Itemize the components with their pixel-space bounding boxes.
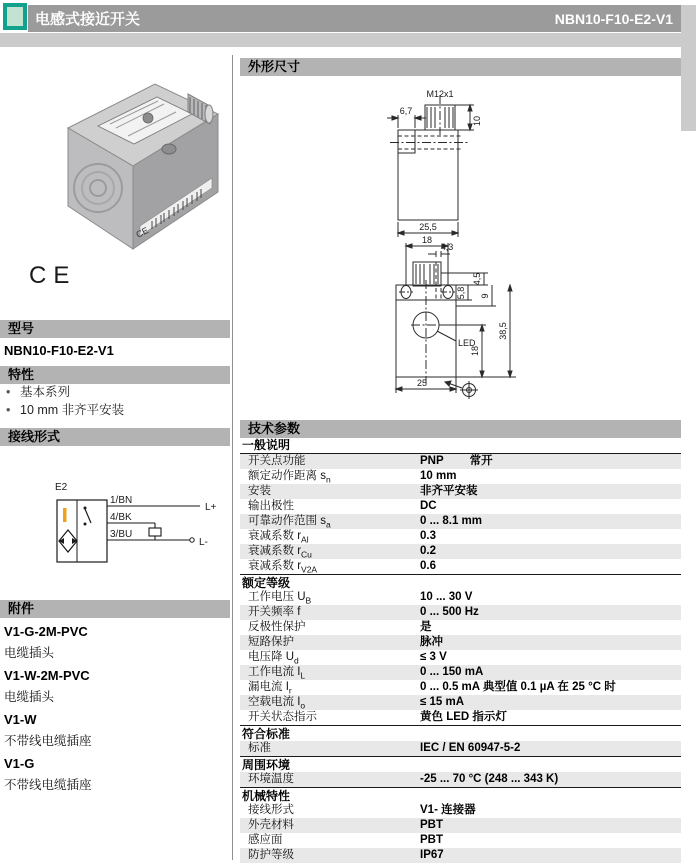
tech-row: [240, 454, 681, 469]
dim-18-bottom: 18: [470, 345, 480, 357]
column-divider: [232, 55, 233, 860]
accessory-description: 电缆插头: [4, 646, 55, 660]
tech-row-label: 环境温度: [248, 773, 294, 785]
lminus-label: L-: [199, 537, 208, 548]
tech-row: [240, 484, 681, 499]
tech-row: [240, 620, 681, 635]
tech-row-label: 工作电流 $I_L$: [248, 666, 306, 681]
tech-row-label: 开关状态指示: [248, 711, 317, 723]
tech-row-label: 可靠动作范围 $s_a$: [248, 515, 331, 530]
dim-m12: M12x1: [426, 89, 454, 99]
brand-logo-icon: [3, 3, 27, 30]
tech-row: [240, 499, 681, 514]
tech-row-value: 0 ... 8.1 mm: [420, 515, 483, 527]
tech-row: [240, 635, 681, 650]
ce-mark: CE: [29, 262, 77, 289]
tech-row-value: V1- 连接器: [420, 804, 476, 816]
led-bar-symbol: [63, 508, 67, 522]
wiring-diagram: [30, 478, 230, 588]
tech-row-value2: 常开: [469, 455, 493, 467]
accessory-description: 不带线电缆插座: [4, 778, 92, 792]
tech-row-value: ≤ 15 mA: [420, 696, 465, 708]
dim-38-5: 38,5: [498, 322, 508, 340]
accessory-name: V1-W: [4, 712, 37, 727]
tech-row-label: 标准: [248, 742, 271, 754]
dim-5-8: 5,8: [456, 286, 466, 300]
tech-row: [240, 544, 681, 559]
tech-row: [240, 529, 681, 544]
tech-row: [240, 695, 681, 710]
tech-row: [240, 818, 681, 833]
tech-row: [240, 710, 681, 725]
tech-row-label: 输出极性: [248, 500, 294, 512]
tech-row: [240, 514, 681, 529]
tech-row-label: 开关点功能: [248, 455, 306, 467]
features-list: [6, 385, 124, 421]
tech-row-value: PNP: [420, 455, 444, 467]
section-features-heading: 特性: [0, 366, 230, 384]
tech-row: [240, 665, 681, 680]
dim-6-7: 6,7: [399, 106, 413, 116]
section-connection-heading: 接线形式: [0, 428, 230, 446]
model-value: NBN10-F10-E2-V1: [4, 343, 114, 358]
bullet-icon: •: [6, 385, 11, 399]
tech-row-value: ≤ 3 V: [420, 651, 447, 663]
tech-row-value: PBT: [420, 834, 443, 846]
svg-text:CE: CE: [134, 225, 151, 240]
page-edge-strip: [681, 5, 696, 131]
tech-row-label: 衰减系数 $r_{Al}$: [248, 530, 309, 545]
page-header: [28, 5, 681, 32]
tech-row-value: IP67: [420, 849, 444, 861]
tech-section-header: 机械特性: [240, 787, 681, 803]
tech-row-label: 工作电压 $U_B$: [248, 591, 312, 606]
led-label: LED: [458, 338, 476, 348]
tech-row-value: 10 mm: [420, 470, 457, 482]
tech-row-value: 0.6: [420, 560, 436, 572]
tech-row-value: 0 ... 0.5 mA 典型值 0.1 µA 在 25 °C 时: [420, 681, 616, 693]
wire2-label: 4/BK: [110, 512, 132, 523]
section-accessories-heading: 附件: [0, 600, 230, 618]
dimension-drawing: [240, 85, 681, 415]
tech-row-value: -25 ... 70 °C (248 ... 343 K): [420, 773, 559, 785]
tech-row-label: 安装: [248, 485, 271, 497]
tech-row-value: 10 ... 30 V: [420, 591, 473, 603]
tech-row-label: 短路保护: [248, 636, 294, 648]
accessory-name: V1-W-2M-PVC: [4, 668, 90, 683]
tech-row-value: 是: [420, 621, 432, 633]
dim-18-top: 18: [421, 235, 433, 245]
product-photo: [40, 66, 220, 251]
tech-section-header: 符合标准: [240, 725, 681, 741]
tech-row: [240, 741, 681, 756]
tech-row-label: 衰减系数 $r_{V2A}$: [248, 560, 318, 575]
tech-row: [240, 803, 681, 818]
tech-row-label: 空载电流 $I_o$: [248, 696, 306, 711]
tech-row-label: 漏电流 $I_r$: [248, 681, 292, 696]
tech-row-value: DC: [420, 500, 437, 512]
dim-9: 9: [480, 293, 490, 299]
wire3-label: 3/BU: [110, 529, 133, 540]
tech-row: [240, 590, 681, 605]
tech-row-label: 感应面: [248, 834, 283, 846]
tech-row-value: 脉冲: [420, 636, 443, 648]
section-model-heading: 型号: [0, 320, 230, 338]
tech-row: [240, 772, 681, 787]
subheader-bar: [0, 33, 696, 47]
dim-25-5: 25,5: [419, 222, 437, 232]
tech-row-label: 开关频率 f: [248, 606, 301, 618]
tech-row-label: 接线形式: [248, 804, 294, 816]
bullet-icon: •: [6, 403, 11, 417]
load-symbol: [149, 528, 161, 536]
section-tech-heading: 技术参数: [240, 420, 681, 438]
accessory-description: 电缆插头: [4, 690, 55, 704]
dim-25: 25: [416, 378, 428, 388]
tech-row: [240, 605, 681, 620]
tech-row: [240, 833, 681, 848]
product-number: NBN10-F10-E2-V1: [554, 10, 673, 27]
tech-row-value: IEC / EN 60947-5-2: [420, 742, 521, 754]
accessories-list: [4, 616, 224, 792]
accessory-name: V1-G-2M-PVC: [4, 624, 88, 639]
feature-item-label: 10 mm 非齐平安装: [20, 403, 125, 417]
tech-row-label: 外壳材料: [248, 819, 294, 831]
page-title: 电感式接近开关: [35, 11, 141, 28]
tech-row: [240, 559, 681, 574]
lplus-label: L+: [205, 502, 217, 513]
tech-parameters-table: [240, 438, 681, 863]
tech-row-value: PBT: [420, 819, 443, 831]
accessory-name: V1-G: [4, 756, 35, 771]
tech-row: [240, 680, 681, 695]
tech-row-label: 电压降 $U_d$: [248, 651, 299, 666]
accessory-description: 不带线电缆插座: [4, 734, 92, 748]
section-dimensions-heading: 外形尺寸: [240, 58, 681, 76]
feature-item: [6, 403, 124, 418]
feature-item-label: 基本系列: [20, 385, 71, 399]
tech-row-value: 非齐平安装: [420, 485, 478, 497]
wiring-diagram-label: E2: [55, 482, 68, 493]
tech-row: [240, 469, 681, 484]
tech-row-label: 额定动作距离 $s_n$: [248, 470, 331, 485]
tech-section-header: 周围环境: [240, 756, 681, 772]
tech-row-label: 衰减系数 $r_{Cu}$: [248, 545, 312, 560]
tech-section-header: 额定等级: [240, 574, 681, 590]
tech-row-value: 0 ... 150 mA: [420, 666, 484, 678]
feature-item: [6, 385, 124, 400]
dim-4-3: 4,3: [440, 242, 454, 252]
tech-row-value: 0.2: [420, 545, 436, 557]
tech-section-header: 一般说明: [240, 438, 681, 454]
tech-row-label: 防护等级: [248, 849, 294, 861]
tech-row-value: 0 ... 500 Hz: [420, 606, 479, 618]
dim-10: 10: [472, 115, 482, 127]
tech-row-value: 黄色 LED 指示灯: [420, 711, 507, 723]
tech-row: [240, 650, 681, 665]
dim-4-5: 4,5: [472, 272, 482, 286]
tech-row-label: 反极性保护: [248, 621, 306, 633]
wire1-label: 1/BN: [110, 495, 133, 506]
tech-row-value: 0.3: [420, 530, 436, 542]
tech-row: [240, 848, 681, 863]
